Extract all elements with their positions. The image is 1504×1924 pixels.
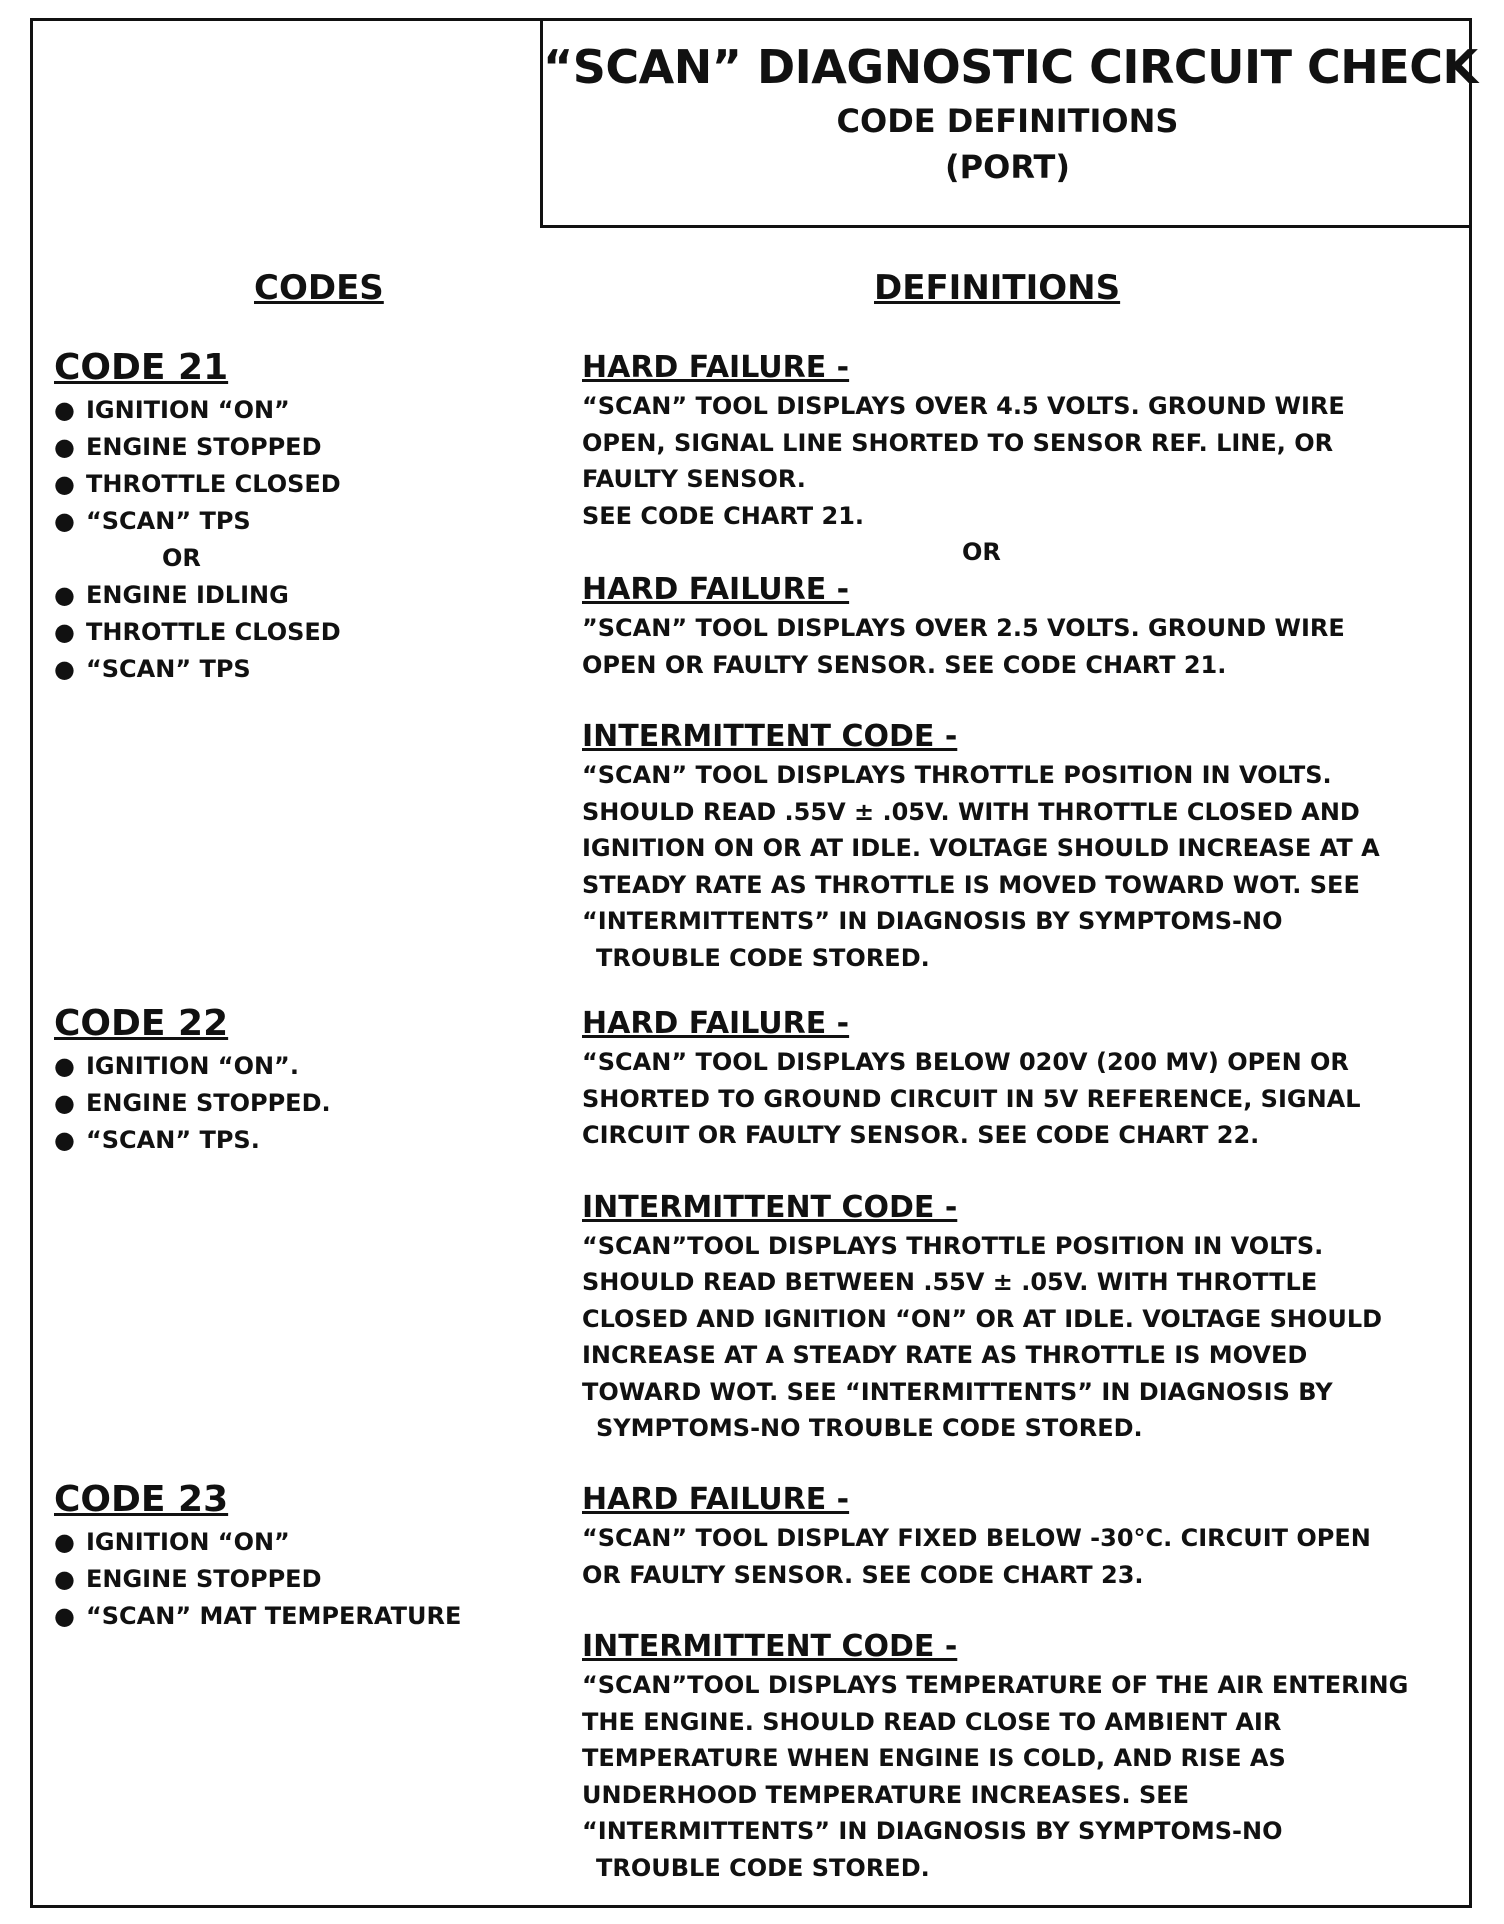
page-subtitle-port: (PORT) [945, 148, 1070, 186]
bullet-icon: ● [54, 1528, 75, 1556]
definition-or: OR [962, 538, 1001, 566]
condition-item: ● THROTTLE CLOSED [54, 466, 524, 503]
code-23-title: CODE 23 [54, 1479, 229, 1520]
code-22-title: CODE 22 [54, 1003, 229, 1044]
bullet-icon: ● [54, 1089, 75, 1117]
definition-line: SEE CODE CHART 21. [582, 501, 865, 530]
condition-item: ● ENGINE STOPPED [54, 429, 524, 466]
code-21-definitions [582, 348, 1462, 976]
bullet-icon: ● [54, 396, 75, 424]
intermittent-code-heading: INTERMITTENT CODE - [582, 1189, 958, 1225]
intermittent-code-heading: INTERMITTENT CODE - [582, 1629, 958, 1664]
hard-failure-heading: HARD FAILURE - [582, 1482, 850, 1517]
definition-line: “SCAN”TOOL DISPLAYS THROTTLE POSITION IN VOLTS. [582, 1231, 1324, 1260]
condition-item: ● “SCAN” MAT TEMPERATURE [54, 1598, 524, 1635]
definition-line: SHORTED TO GROUND CIRCUIT IN 5V REFERENCE, SIGNAL [582, 1084, 1361, 1113]
definition-line: OPEN, SIGNAL LINE SHORTED TO SENSOR REF. LINE, OR [582, 428, 1334, 457]
condition-item: ● ENGINE IDLING [54, 577, 524, 614]
definition-line: TOWARD WOT. SEE “INTERMITTENTS” IN DIAGNOSIS BY [582, 1377, 1333, 1406]
bullet-icon: ● [54, 618, 75, 646]
definition-line: “SCAN” TOOL DISPLAYS BELOW 020V (200 MV) OPEN OR [582, 1048, 1349, 1076]
code-21-title: CODE 21 [54, 347, 229, 388]
definition-line: SHOULD READ BETWEEN .55V ± .05V. WITH THROTTLE [582, 1268, 1318, 1296]
condition-item: ● “SCAN” TPS [54, 503, 524, 540]
definition-line: CIRCUIT OR FAULTY SENSOR. SEE CODE CHART 22. [582, 1121, 1260, 1149]
bullet-icon: ● [54, 1052, 75, 1080]
bullet-icon: ● [54, 470, 75, 498]
code-23-conditions [54, 1480, 524, 1635]
definition-line: “SCAN” TOOL DISPLAYS THROTTLE POSITION IN VOLTS. [582, 761, 1332, 789]
definition-line: SHOULD READ .55V ± .05V. WITH THROTTLE CLOSED AND [582, 797, 1360, 826]
definition-line: UNDERHOOD TEMPERATURE INCREASES. SEE [582, 1780, 1190, 1809]
code-22-definitions [582, 1004, 1462, 1447]
bullet-icon: ● [54, 581, 75, 609]
condition-item: ● IGNITION “ON”. [54, 1048, 524, 1085]
bullet-icon: ● [54, 655, 75, 683]
definition-line: “SCAN”TOOL DISPLAYS TEMPERATURE OF THE AIR ENTERING [582, 1671, 1409, 1699]
definition-line: “INTERMITTENTS” IN DIAGNOSIS BY SYMPTOMS-NO [582, 1817, 1283, 1845]
hard-failure-heading: HARD FAILURE - [582, 350, 850, 385]
condition-item: ● “SCAN” TPS [54, 651, 524, 688]
definition-line: INCREASE AT A STEADY RATE AS THROTTLE IS MOVED [582, 1341, 1308, 1369]
condition-or: OR [162, 544, 201, 572]
definition-line: OR FAULTY SENSOR. SEE CODE CHART 23. [582, 1560, 1144, 1589]
hard-failure-heading: HARD FAILURE - [582, 572, 850, 607]
hard-failure-heading: HARD FAILURE - [582, 1006, 850, 1041]
condition-item: ● ENGINE STOPPED [54, 1561, 524, 1598]
code-21-conditions [54, 348, 524, 688]
bullet-icon: ● [54, 1602, 75, 1630]
definition-line: IGNITION ON OR AT IDLE. VOLTAGE SHOULD INCREASE AT A [582, 834, 1380, 862]
intermittent-code-heading: INTERMITTENT CODE - [582, 719, 958, 754]
definition-line: CLOSED AND IGNITION “ON” OR AT IDLE. VOLTAGE SHOULD [582, 1304, 1383, 1333]
codes-column-heading: CODES [254, 268, 384, 308]
definition-line: STEADY RATE AS THROTTLE IS MOVED TOWARD WOT. SEE [582, 870, 1360, 899]
title-box [540, 18, 1478, 228]
definition-line: “SCAN” TOOL DISPLAYS OVER 4.5 VOLTS. GROUND WIRE [582, 392, 1345, 420]
page-subtitle: CODE DEFINITIONS [836, 102, 1179, 140]
definitions-column-heading: DEFINITIONS [874, 268, 1121, 308]
definition-line: TROUBLE CODE STORED. [596, 1853, 930, 1882]
bullet-icon: ● [54, 1126, 75, 1154]
definition-line: FAULTY SENSOR. [582, 465, 806, 493]
code-22-conditions [54, 1004, 524, 1159]
bullet-icon: ● [54, 433, 75, 461]
bullet-icon: ● [54, 1565, 75, 1593]
page-title: “SCAN” DIAGNOSTIC CIRCUIT CHECK [543, 40, 1478, 94]
definition-line: THE ENGINE. SHOULD READ CLOSE TO AMBIENT AIR [582, 1707, 1282, 1736]
definition-line: ”SCAN” TOOL DISPLAYS OVER 2.5 VOLTS. GROUND WIRE [582, 614, 1345, 642]
condition-item: ● “SCAN” TPS. [54, 1122, 524, 1159]
condition-item: ● IGNITION “ON” [54, 392, 524, 429]
condition-item: ● IGNITION “ON” [54, 1524, 524, 1561]
condition-item: ● ENGINE STOPPED. [54, 1085, 524, 1122]
definition-line: TEMPERATURE WHEN ENGINE IS COLD, AND RISE AS [582, 1744, 1286, 1772]
definition-line: OPEN OR FAULTY SENSOR. SEE CODE CHART 21. [582, 650, 1227, 679]
definition-line: “INTERMITTENTS” IN DIAGNOSIS BY SYMPTOMS-NO [582, 907, 1283, 935]
definition-line: TROUBLE CODE STORED. [596, 943, 930, 972]
condition-item: ● THROTTLE CLOSED [54, 614, 524, 651]
definition-line: “SCAN” TOOL DISPLAY FIXED BELOW -30°C. CIRCUIT OPEN [582, 1524, 1371, 1552]
definition-line: SYMPTOMS-NO TROUBLE CODE STORED. [596, 1414, 1143, 1442]
bullet-icon: ● [54, 507, 75, 535]
code-23-definitions [582, 1480, 1462, 1886]
